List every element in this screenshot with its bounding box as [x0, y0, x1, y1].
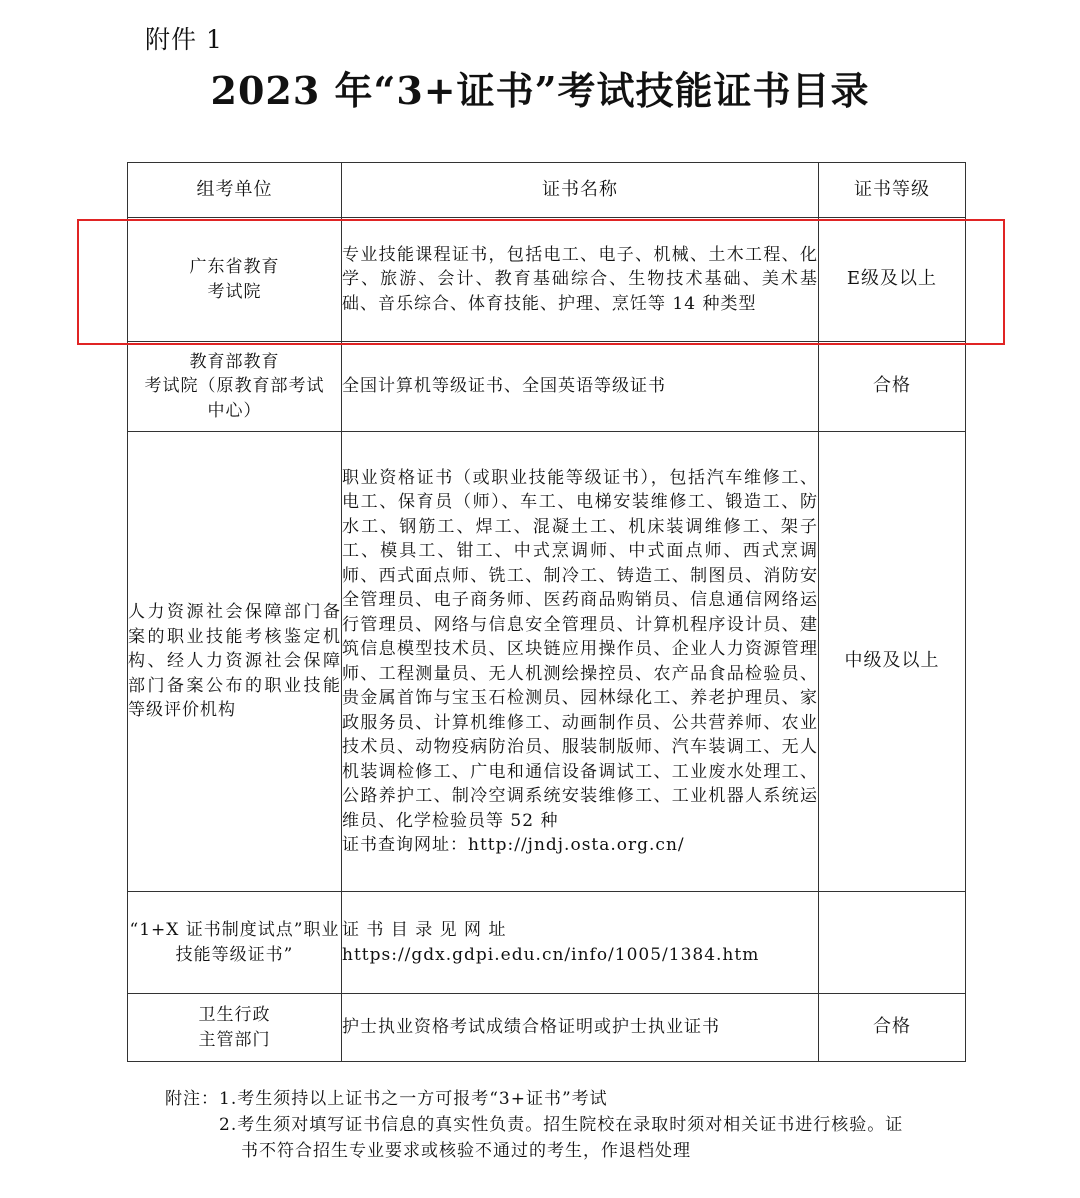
note-line-1: 附注：1.考生须持以上证书之一方可报考“3+证书”考试 [165, 1089, 608, 1109]
cert-catalog-url[interactable]: https://gdx.gdpi.edu.cn/info/1005/1384.htm [342, 944, 760, 965]
cert-name-text: 全国计算机等级证书、全国英语等级证书 [342, 376, 666, 397]
cert-query-url[interactable]: 证书查询网址：http://jndj.osta.org.cn/ [342, 835, 685, 855]
cert-name-cell [342, 892, 819, 994]
certificate-table [127, 162, 966, 1062]
cert-name-cell [342, 342, 819, 432]
org-cell [128, 218, 342, 342]
note-line-2: 2.考生须对填写证书信息的真实性负责。招生院校在录取时须对相关证书进行核验。证 [219, 1115, 904, 1135]
org-cell [128, 432, 342, 892]
cert-level-cell: 合格 [819, 994, 966, 1062]
table-row [128, 892, 966, 994]
cert-name-cell [342, 218, 819, 342]
table-row [128, 994, 966, 1062]
cert-level-cell: 中级及以上 [819, 432, 966, 892]
org-line: “1+X 证书制度试点”职业技能等级证书” [129, 920, 340, 965]
header-cert-level: 证书等级 [819, 163, 966, 218]
attachment-label: 附件 1 [145, 25, 223, 54]
header-org: 组考单位 [128, 163, 342, 218]
table-header-row [128, 163, 966, 218]
cert-name-text: 护士执业资格考试成绩合格证明或护士执业证书 [342, 1017, 720, 1038]
cert-name-cell [342, 994, 819, 1062]
cert-level-cell [819, 892, 966, 994]
cert-level-cell: E级及以上 [819, 218, 966, 342]
table-row [128, 432, 966, 892]
org-line: 人力资源社会保障部门备案的职业技能考核鉴定机构、经人力资源社会保障部门备案公布的职业技能等级评价机构 [128, 602, 341, 721]
document-title: 2023 年“3+证书”考试技能证书目录 [210, 68, 870, 113]
org-line: 教育部教育 [189, 351, 280, 372]
org-cell [128, 892, 342, 994]
note-line-3: 书不符合招生专业要求或核验不通过的考生，作退档处理 [241, 1141, 691, 1161]
cert-level-cell: 合格 [819, 342, 966, 432]
org-cell [128, 994, 342, 1062]
cert-name-cell [342, 432, 819, 892]
org-line: 考试院（原教育部考试 [144, 376, 325, 397]
table-row [128, 342, 966, 432]
header-cert-name: 证书名称 [342, 163, 819, 218]
cert-name-text: 职业资格证书（或职业技能等级证书），包括汽车维修工、电工、保育员（师）、车工、电梯安装维修工、锻造工、防水工、钢筋工、焊工、混凝土工、机床装调维修工、架子工、模具工、钳工、中式烹调师、中式面点师、西式烹调师、西式面点师、铣工、制冷工、铸造工、制图员、消防安全管理员、电子商务师、医药商品购销员、信息通信网络运行管理员、网络与信息安全管理员、计算机程序设计员、建筑信息模型技术员、区块链应用操作员、企业人力资源管理师、工程测量员、无人机测绘操控员、农产品食品检验员、贵金属首饰与宝玉石检测员、园林绿化工、养老护理员、家政服务员、计算机维修工、动画制作员、公共营养师、农业技术员、动物疫病防治员、服装制版师、汽车装调工、无人机装调检修工、广电和通信设备调试工、工业废水处理工、公路养护工、制冷空调系统安装维修工、工业机器人系统运维员、化学检验员等 52 种 [342, 467, 818, 831]
org-line: 主管部门 [198, 1029, 271, 1050]
cert-name-text: 专业技能课程证书，包括电工、电子、机械、土木工程、化学、旅游、会计、教育基础综合、生物技术基础、美术基础、音乐综合、体育技能、护理、烹饪等 14 种类型 [342, 244, 818, 314]
org-line: 卫生行政 [198, 1005, 271, 1025]
notes [165, 1086, 903, 1164]
cert-catalog-note: 证 书 目 录 见 网 址 [342, 920, 507, 940]
org-line: 中心） [207, 400, 262, 421]
org-line: 考试院 [207, 281, 262, 302]
table-row [128, 218, 966, 342]
org-line: 广东省教育 [189, 257, 280, 277]
org-cell [128, 342, 342, 432]
